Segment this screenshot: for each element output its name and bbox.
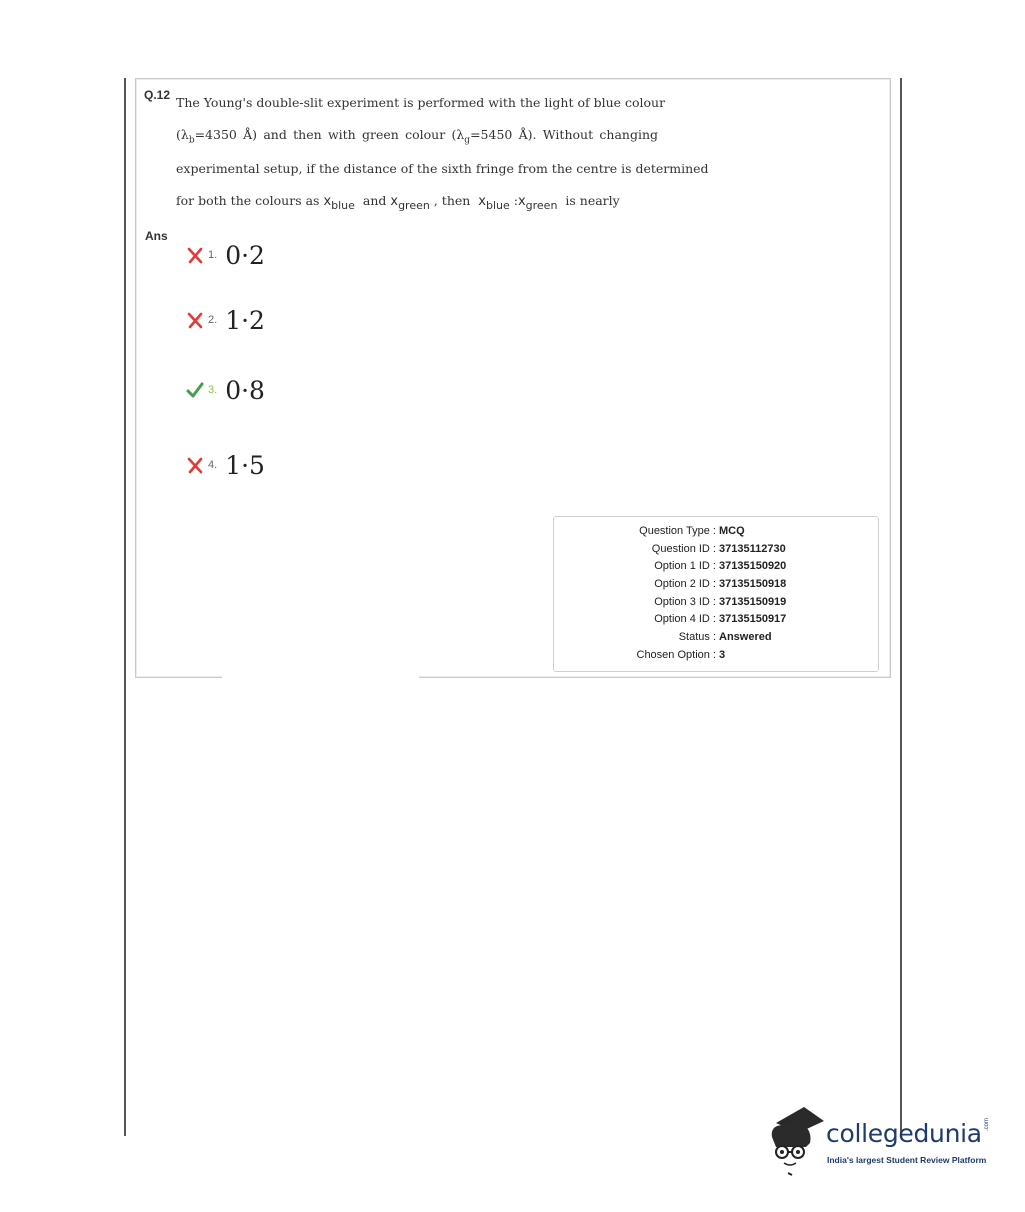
checkmark-icon xyxy=(186,381,204,399)
question-text-line-1: The Young's double-slit experiment is performed with the light of blue colour xyxy=(176,95,666,110)
lambda-b-subscript: b xyxy=(188,135,195,146)
option-value: 0·8 xyxy=(225,375,265,405)
question-panel xyxy=(135,78,891,678)
collegedunia-logo[interactable] xyxy=(766,1103,1006,1183)
right-margin-rule xyxy=(900,78,902,1138)
border-gap xyxy=(222,674,419,680)
answer-label: Ans xyxy=(145,229,168,243)
info-label: Option 1 ID : xyxy=(654,560,716,572)
mascot-icon xyxy=(766,1103,826,1179)
text-fragment: =5450 Å). Without changing xyxy=(470,127,658,142)
info-label: Option 4 ID : xyxy=(654,613,716,625)
question-text-line-2 xyxy=(176,127,658,146)
x-variable: x xyxy=(390,194,399,209)
option-value: 1·5 xyxy=(225,450,265,480)
logo-wordmark: collegedunia xyxy=(826,1119,982,1148)
cross-icon xyxy=(186,311,204,329)
info-row-option-2-id xyxy=(554,578,878,596)
option-number: 2. xyxy=(208,314,218,326)
cross-icon xyxy=(186,456,204,474)
info-value: 37135150918 xyxy=(719,578,787,590)
info-row-option-4-id xyxy=(554,613,878,631)
option-3[interactable] xyxy=(186,372,265,408)
text-fragment: =4350 Å) and then with green colour (λ xyxy=(194,127,465,142)
option-number: 4. xyxy=(208,459,218,471)
x-variable: x xyxy=(323,194,332,209)
green-subscript: green xyxy=(398,199,430,212)
question-text-line-4 xyxy=(176,193,658,212)
ratio-colon: : xyxy=(513,193,518,208)
text-fragment: is nearly xyxy=(565,193,620,208)
x-variable: x xyxy=(517,194,526,209)
question-text-line-3: experimental setup, if the distance of the sixth fringe from the centre is determined xyxy=(176,161,709,176)
info-label: Status : xyxy=(678,631,716,643)
info-row-status xyxy=(554,631,878,649)
info-row-chosen-option xyxy=(554,649,878,667)
option-4[interactable] xyxy=(186,447,265,483)
info-row-option-1-id xyxy=(554,560,878,578)
option-value: 0·2 xyxy=(225,240,265,270)
info-value: Answered xyxy=(719,631,772,643)
option-value: 1·2 xyxy=(225,305,265,335)
info-value: 37135112730 xyxy=(719,543,786,555)
info-value: 37135150920 xyxy=(719,560,787,572)
lambda-g-subscript: g xyxy=(464,135,471,146)
question-number: Q.12 xyxy=(144,88,171,102)
blue-subscript: blue xyxy=(331,199,355,212)
text-fragment: for both the colours as xyxy=(176,193,320,208)
option-2[interactable] xyxy=(186,302,265,338)
info-row-question-id xyxy=(554,543,878,561)
blue-subscript: blue xyxy=(485,199,510,212)
info-value: MCQ xyxy=(719,525,745,537)
info-label: Option 3 ID : xyxy=(654,596,716,608)
logo-tagline: India's largest Student Review Platform xyxy=(827,1155,987,1165)
info-row-option-3-id xyxy=(554,596,878,614)
option-number: 3. xyxy=(208,384,218,396)
option-number: 1. xyxy=(208,249,218,261)
text-fragment: and xyxy=(362,193,387,208)
logo-com-suffix: .com xyxy=(984,1117,990,1131)
info-value: 37135150917 xyxy=(719,613,787,625)
option-1[interactable] xyxy=(186,237,265,273)
left-margin-rule xyxy=(124,78,126,1136)
info-label: Question Type : xyxy=(639,525,716,537)
text-fragment: , then xyxy=(433,193,471,208)
cross-icon xyxy=(186,246,204,264)
text-fragment: (λ xyxy=(176,127,189,142)
green-subscript: green xyxy=(525,199,558,212)
info-row-question-type xyxy=(554,525,878,543)
info-label: Chosen Option : xyxy=(636,649,716,661)
info-value: 37135150919 xyxy=(719,596,787,608)
info-label: Option 2 ID : xyxy=(654,578,716,590)
x-variable: x xyxy=(478,194,486,209)
info-label: Question ID : xyxy=(651,543,716,555)
info-value: 3 xyxy=(719,649,726,661)
question-info-panel xyxy=(553,516,879,672)
